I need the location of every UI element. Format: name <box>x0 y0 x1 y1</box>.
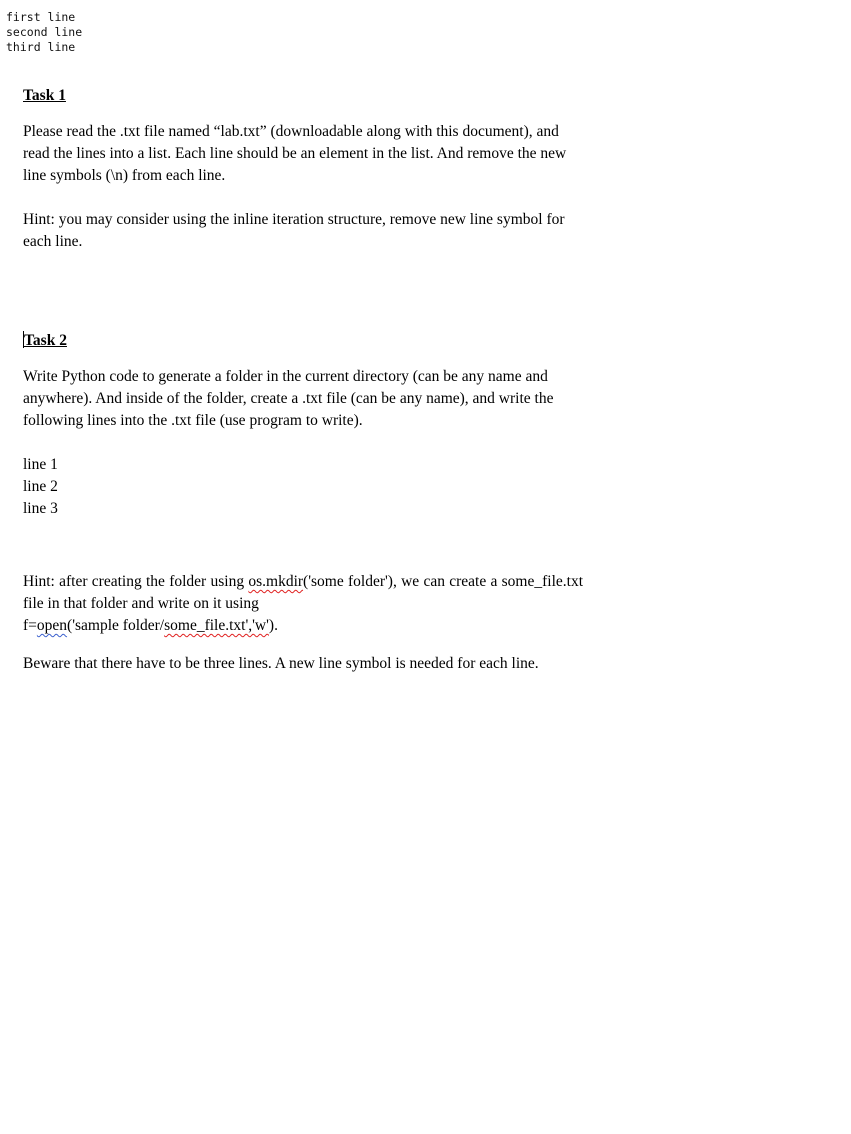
task2-hint-text: ). <box>268 617 278 634</box>
task2-beware: Beware that there have to be three lines. A new line symbol is needed for each line. <box>23 655 539 672</box>
task1-hint: Hint: you may consider using the inline iteration structure, remove new line symbol for each line. <box>23 211 565 250</box>
file-preview-line: second line <box>6 25 83 39</box>
code-mkdir: os.mkdir <box>248 573 304 590</box>
file-preview-line: first line <box>6 10 76 24</box>
task2-heading: Task 2 <box>24 332 67 349</box>
task2-line-item: line 3 <box>23 500 58 517</box>
task2-instructions: Write Python code to generate a folder in the current directory (can be any name and anywhere). And inside of the folder, create a .txt file (can be any name), and write the following lines into the .txt file (use program to write). <box>23 368 554 429</box>
file-preview <box>6 10 82 55</box>
task2-line-item: line 2 <box>23 478 58 495</box>
code-filename: some_file.txt','w' <box>164 617 269 634</box>
task2-heading-line <box>23 331 583 351</box>
document-body <box>23 86 583 675</box>
task1-heading: Task 1 <box>23 87 66 104</box>
task2-hint-text: ('sample folder/ <box>67 617 165 634</box>
task2-hint-text: f= <box>23 617 37 634</box>
task2-hint <box>23 571 583 637</box>
file-preview-line: third line <box>6 40 76 54</box>
task2-hint-text: ('some folder'), we can create a some_file.txt file in that folder and write on it using <box>23 573 584 612</box>
code-open: open <box>36 617 68 634</box>
task2-hint-text: Hint: after creating the folder using <box>23 573 245 590</box>
task2-line-item: line 1 <box>23 456 58 473</box>
task1-instructions: Please read the .txt file named “lab.txt” (downloadable along with this document), and read the lines into a list. Each line should be an element in the list. And remove the new line symbols (\n) from each line. <box>23 123 567 184</box>
